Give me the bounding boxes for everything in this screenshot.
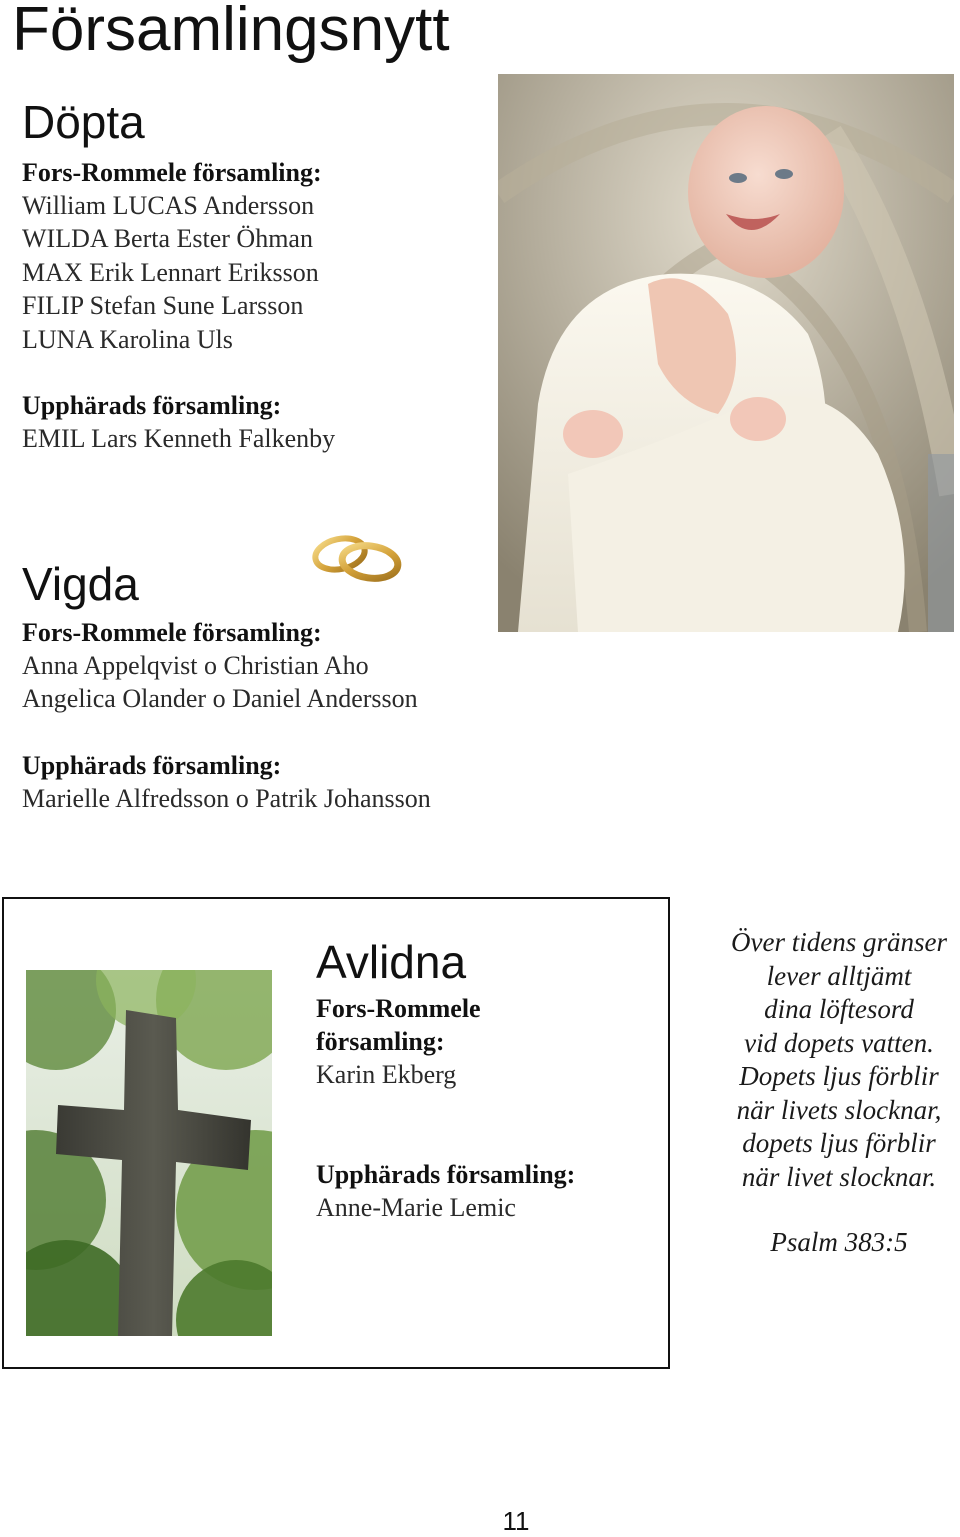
baptized-name: LUNA Karolina Uls — [22, 324, 233, 354]
deceased-heading: Avlidna — [316, 936, 467, 988]
psalm-line: när livets slocknar, — [736, 1094, 942, 1125]
psalm-verse — [712, 926, 960, 1260]
deceased-name: Anne-Marie Lemic — [316, 1193, 516, 1223]
baptized-name: MAX Erik Lennart Eriksson — [22, 257, 319, 287]
baptized-heading: Döpta — [22, 96, 145, 148]
baptized-name: EMIL Lars Kenneth Falkenby — [22, 424, 336, 454]
parish-label: Upphärads församling: — [22, 391, 282, 421]
married-heading: Vigda — [22, 558, 139, 610]
baptized-section — [22, 96, 492, 455]
parish-label: Upphärads församling: — [316, 1160, 576, 1190]
baptized-name: FILIP Stefan Sune Larsson — [22, 291, 304, 321]
married-section — [22, 558, 492, 815]
page-number: 11 — [502, 1506, 530, 1536]
psalm-reference: Psalm 383:5 — [770, 1227, 908, 1257]
psalm-line: Över tidens gränser — [731, 927, 947, 957]
wedding-rings-icon — [308, 530, 404, 586]
parish-label: Fors-Rommele — [316, 994, 481, 1023]
page-title: Församlingsnytt — [12, 0, 450, 64]
baptism-photo — [498, 74, 954, 632]
deceased-section — [316, 936, 656, 1225]
psalm-line: vid dopets vatten. — [744, 1027, 934, 1058]
baptized-name: WILDA Berta Ester Öhman — [22, 224, 313, 254]
parish-label: Fors-Rommele församling: — [22, 158, 322, 187]
psalm-line: lever alltjämt — [766, 960, 912, 991]
married-couple: Anna Appelqvist o Christian Aho — [22, 651, 369, 680]
psalm-line: dina löftesord — [764, 994, 914, 1024]
cross-photo — [26, 970, 272, 1336]
baptized-name: William LUCAS Andersson — [22, 191, 315, 220]
married-couple: Angelica Olander o Daniel Andersson — [22, 684, 418, 714]
psalm-line: Dopets ljus förblir — [739, 1061, 939, 1091]
married-couple: Marielle Alfredsson o Patrik Johansson — [22, 783, 431, 813]
deceased-name: Karin Ekberg — [316, 1060, 457, 1089]
psalm-line: när livet slocknar. — [741, 1161, 937, 1192]
parish-label: församling: — [316, 1027, 445, 1056]
psalm-line: dopets ljus förblir — [742, 1128, 936, 1158]
parish-label: Fors-Rommele församling: — [22, 618, 322, 647]
parish-label: Upphärads församling: — [22, 750, 282, 780]
